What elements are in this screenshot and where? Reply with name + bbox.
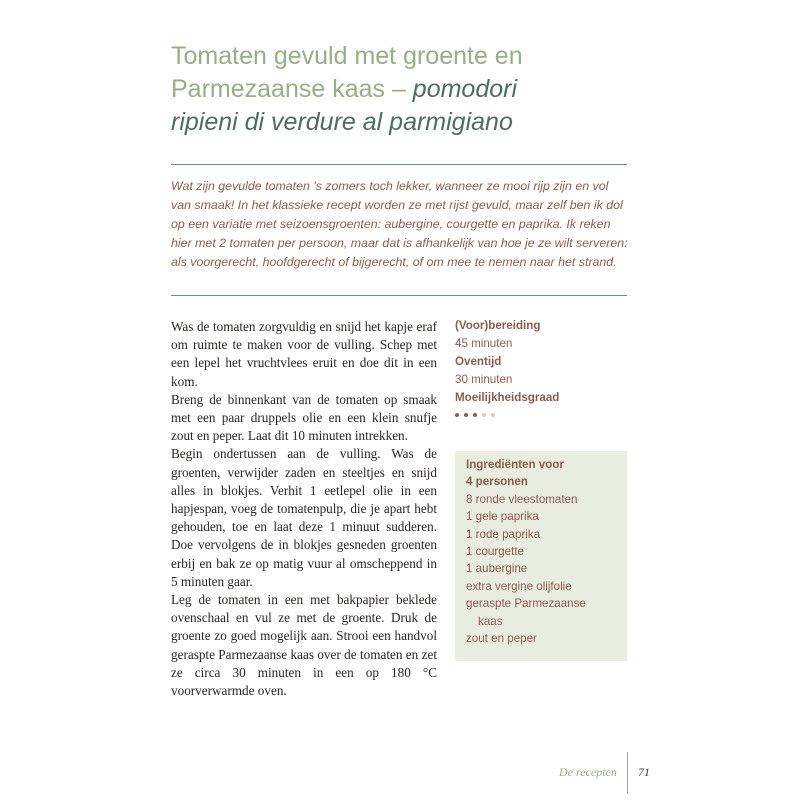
difficulty-dot-empty [491,413,495,417]
title-italian-line1: pomodori [412,75,518,103]
ingredient-item: 8 ronde vleestomaten [466,492,578,506]
oven-label: Oventijd [455,355,502,368]
page-number: 71 [638,765,650,779]
intro-bottom-rule [171,295,627,296]
footer-divider [627,752,628,794]
title-dutch-line1: Tomaten gevuld met groente en [171,42,523,70]
method-step: Breng de binnenkant van de tomaten op smaak met een paar druppels olie en een klein snufje zout en peper. Laat dit 10 minuten intrekken. [171,391,437,444]
method-text [171,318,437,700]
recipe-title [171,40,641,139]
difficulty-rating [455,413,630,417]
ingredient-item: kaas [478,614,503,628]
footer-section-title: De recepten [559,765,617,779]
ingredient-item: 1 gele paprika [466,510,539,524]
title-dutch-line2: Parmezaanse kaas – [171,75,413,103]
title-italian-line2: ripieni di verdure al parmigiano [171,108,513,136]
ingredient-item: extra vergine olijfolie [466,579,572,593]
intro-paragraph: Wat zijn gevulde tomaten 's zomers toch lekker, wanneer ze mooi rijp zijn en vol van smaak! In het klassieke recept worden ze met rijst gevuld, maar zelf ben ik dol op een variatie met seizoensgroenten: aubergine, courgette en paprika. Ik reken hier met 2 tomaten per persoon, maar dat is afhankelijk van hoe je ze wilt serveren: als voorgerecht, hoofdgerecht of bijgerecht, of om mee te nemen naar het strand. [171,179,628,269]
ingredient-item: geraspte Parmezaanse [466,597,586,611]
ingredient-item: 1 rode paprika [466,527,541,541]
ingredients-heading-line1: Ingrediënten voor [466,458,564,471]
ingredient-item: 1 courgette [466,545,525,559]
ingredient-item: zout en peper [466,632,537,646]
method-step: Was de tomaten zorgvuldig en snijd het kapje eraf om ruimte te maken voor de vulling. Schep met een lepel het vruchtvlees eruit en doe dit in een kom. [171,319,437,389]
intro-top-rule [171,164,627,165]
difficulty-dot-filled [455,413,459,417]
prep-value: 45 minuten [455,337,513,350]
method-step: Leg de tomaten in een met bakpapier beklede ovenschaal en vul ze met de groente. Druk de groente zo goed mogelijk aan. Strooi een handvol geraspte Parmezaanse kaas over de tomaten en zet ze circa 30 minuten in een op 180 °C voorverwarmde oven. [171,592,437,699]
difficulty-dot-empty [482,413,486,417]
oven-value: 30 minuten [455,373,513,386]
ingredients-box [455,451,627,661]
ingredients-list [466,491,617,648]
recipe-meta [455,317,630,417]
difficulty-dot-filled [464,413,468,417]
ingredient-item: 1 aubergine [466,562,528,576]
ingredients-heading-line2: 4 personen [466,475,528,489]
difficulty-label: Moeilijkheidsgraad [455,391,560,404]
prep-label: (Voor)bereiding [455,319,541,332]
method-step: Begin ondertussen aan de vulling. Was de groenten, verwijder zaden en steeltjes en snijd alles in blokjes. Verhit 1 eetlepel olie in een hapjespan, voeg de tomatenpulp, die je apart hebt gehouden, toe en laat deze 1 minuut sudderen. Doe vervolgens de in blokjes gesneden groenten erbij en bak ze op matig vuur al omscheppend in 5 minuten gaar. [171,446,437,589]
difficulty-dot-filled [473,413,477,417]
